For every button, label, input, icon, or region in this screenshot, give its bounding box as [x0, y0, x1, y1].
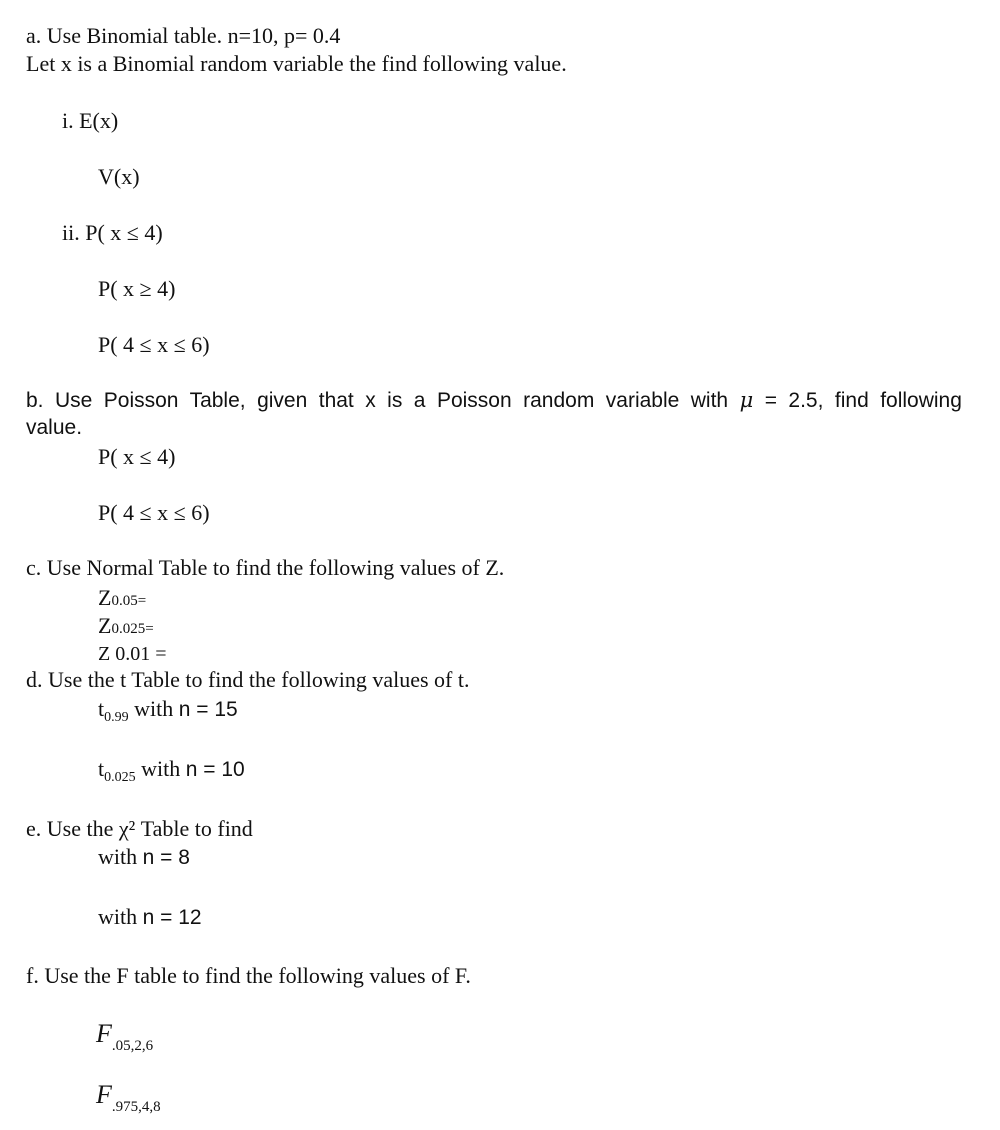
chi-square-n-12: with n = 12	[98, 904, 202, 929]
z-0-01: Z 0.01 =	[98, 643, 167, 665]
part-a-i-expectation: i. E(x)	[62, 108, 119, 133]
part-a-p-ge-4: P( x ≥ 4)	[98, 276, 176, 301]
part-a-p-range: P( 4 ≤ x ≤ 6)	[98, 332, 210, 357]
part-e-heading: e. Use the χ² Table to find	[26, 816, 253, 841]
part-d-heading: d. Use the t Table to find the following values of t.	[26, 667, 470, 692]
z-0-05: Z0.05=	[98, 585, 147, 610]
part-b-heading-tail: value.	[26, 416, 83, 439]
part-b-p-le-4: P( x ≤ 4)	[98, 444, 176, 469]
z-0-025: Z0.025=	[98, 613, 154, 638]
part-b-heading: b. Use Poisson Table, given that x is a Poisson random variable with μ = 2.5, find following	[26, 388, 962, 412]
part-c-heading: c. Use Normal Table to find the following values of Z.	[26, 555, 505, 580]
part-a-variance: V(x)	[98, 164, 140, 189]
f-975-4-8: $F_{.975,4,8}$	[96, 1080, 161, 1115]
part-b-p-range: P( 4 ≤ x ≤ 6)	[98, 500, 210, 525]
part-f-heading: f. Use the F table to find the following values of F.	[26, 963, 471, 988]
t-0-99-n-15: $t_{0.99}$ with n = 15	[98, 696, 238, 725]
part-a-heading: a. Use Binomial table. n=10, p= 0.4	[26, 23, 341, 48]
part-a-intro: Let x is a Binomial random variable the find following value.	[26, 51, 567, 76]
t-0-025-n-10: $t_{0.025}$ with n = 10	[98, 756, 245, 785]
chi-square-n-8: with n = 8	[98, 844, 190, 869]
part-a-ii-p-le-4: ii. P( x ≤ 4)	[62, 220, 163, 245]
f-05-2-6: $F_{.05,2,6}$	[96, 1019, 154, 1054]
